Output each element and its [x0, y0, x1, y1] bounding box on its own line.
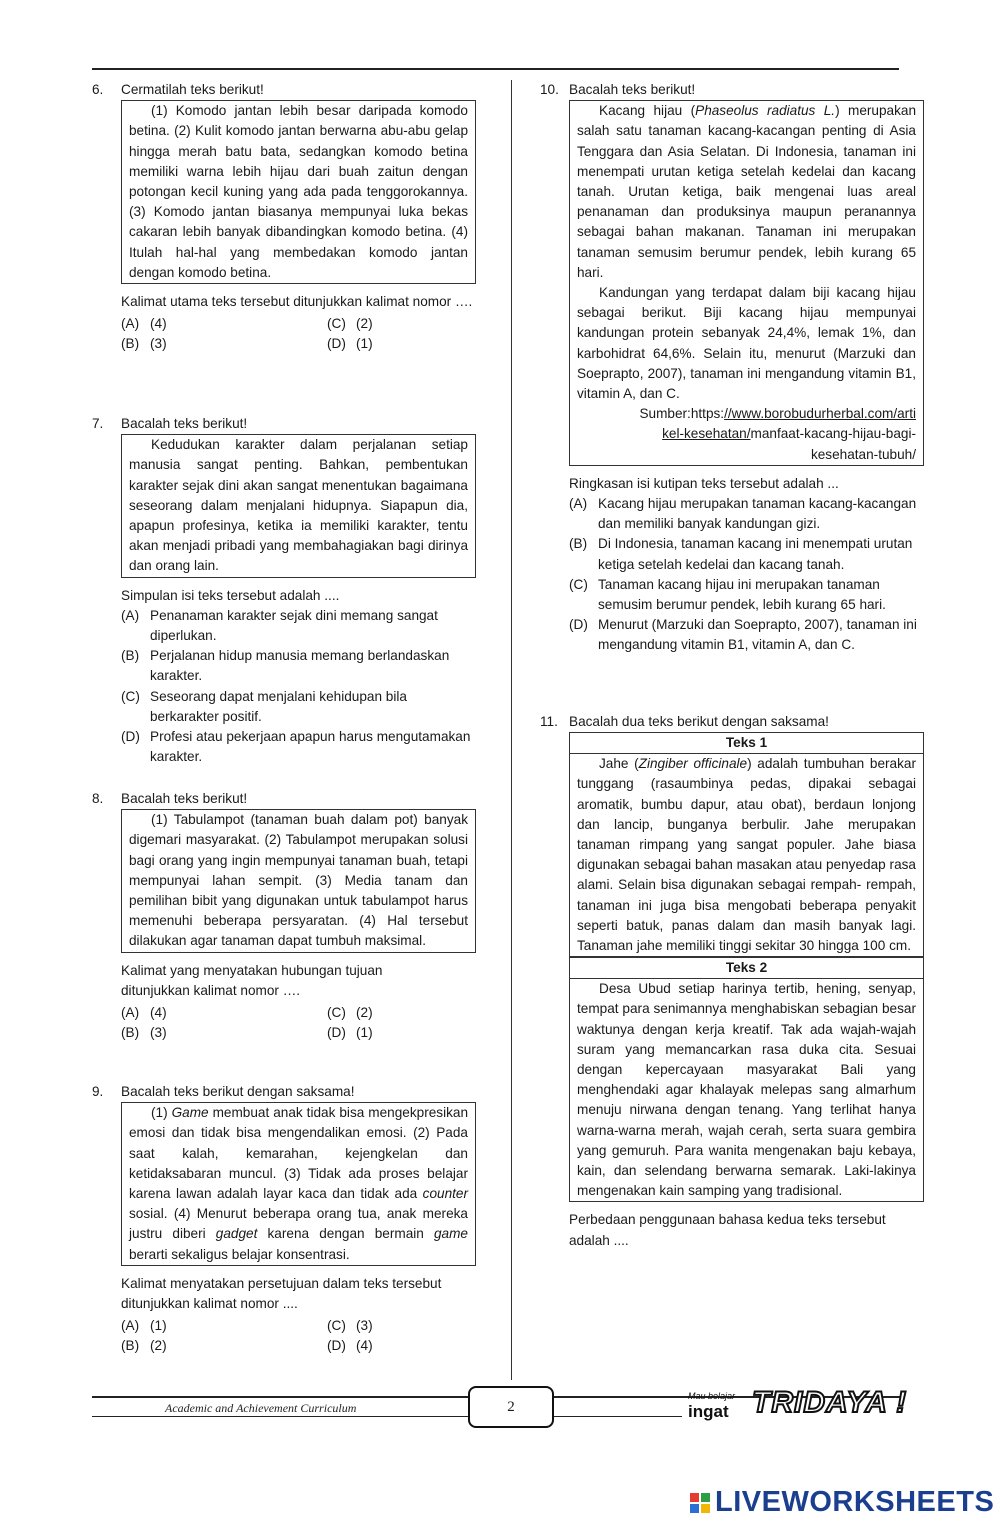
options-grid [121, 1003, 476, 1043]
text-2-title: Teks 2 [569, 957, 924, 978]
text-2-box [569, 978, 924, 1202]
top-rule [92, 68, 899, 70]
liveworksheets-watermark[interactable] [690, 1486, 994, 1519]
question-number: 10. [540, 82, 559, 97]
options-grid [121, 1316, 476, 1356]
passage-box [121, 809, 476, 952]
question-number: 8. [92, 791, 104, 806]
source-citation: Sumber:https://www.borobudurherbal.com/arti kel-kesehatan/manfaat-kacang-hijau-bagi- kesehatan-tubuh/ [639, 406, 916, 462]
footer-rule-left [92, 1416, 468, 1417]
option-a[interactable]: (A) Penanaman karakter sejak dini memang sangat diperlukan. [121, 607, 438, 644]
option-c[interactable]: (C) (2) [327, 1005, 373, 1021]
question-stem: Simpulan isi teks tersebut adalah .... [121, 587, 340, 603]
option-a[interactable]: (A) (4) [121, 1005, 167, 1021]
passage-box [121, 1102, 476, 1266]
options-grid [121, 314, 476, 354]
option-a[interactable]: (A) Kacang hijau merupakan tanaman kacang-kacangan dan memiliki banyak kandungan gizi. [569, 496, 917, 532]
option-b[interactable]: (B) Di Indonesia, tanaman kacang ini menempati urutan ketiga setelah kedelai dan kacang tanah. [569, 536, 913, 572]
text-2-body: Desa Ubud setiap harinya tertib, hening, senyap, tempat para senimannya menghabiskan sebagian besar waktunya dengan kerja kreatif. Tak ada wajah-wajah suram yang memancarkan rasa duka cita. Sesuai dengan kepercayaan masyarakat Bali yang menghendaki agar khalayak melepas sang almarhum menuju nirwana dengan tenang. Yang terlihat hanya warna-warna merah, wajah cerah, serta suara gembira yang gemuruh. Para wanita mengenakan baju kebaya, kain, dan selendang berwarna semarak. Laki-lakinya mengenakan kain samping yang tradisional. [577, 981, 916, 1199]
question-intro: Bacalah teks berikut! [569, 82, 696, 97]
brand-tagline: Mau belajar [688, 1391, 736, 1401]
passage-text: (1) Game membuat anak tidak bisa mengekpresikan emosi dan tidak bisa mengendalikan emosi. (2) Pada saat kalah, kemarahan, kejengkelan dan ketidaksabaran muncul. (3) Tidak ada proses belajar karena lawan adalah layar kaca dan tidak ada counter sosial. (4) Menurut beberapa orang tua, anak mereka justru diberi gadget karena dengan bermain game berarti sekaligus belajar konsentrasi. [129, 1105, 469, 1262]
logo-square-green [701, 1493, 710, 1502]
question-11 [540, 712, 924, 1251]
question-intro: Cermatilah teks berikut! [121, 82, 264, 97]
passage-box [121, 434, 476, 577]
question-10 [540, 80, 924, 656]
logo-square-yellow [701, 1504, 710, 1513]
source-link-2[interactable]: kel-kesehatan/ [662, 426, 751, 442]
logo-square-red [690, 1493, 699, 1502]
curriculum-label: Academic and Achievement Curriculum [165, 1401, 357, 1415]
question-stem: Kalimat yang menyatakan hubungan tujuan ditunjukkan kalimat nomor …. [121, 962, 383, 998]
text-1-box [569, 753, 924, 957]
option-b[interactable]: (B) (3) [121, 336, 167, 352]
question-intro: Bacalah teks berikut dengan saksama! [121, 1084, 355, 1099]
question-9 [92, 1082, 476, 1357]
passage-text: (1) Komodo jantan lebih besar daripada komodo betina. (2) Kulit komodo jantan berwarna abu-abu gelap hingga merah batu bata, sedangkan komodo betina memiliki warna lebih hijau dari buah zaitun dengan potongan kecil kuning yang ada pada tenggorokannya. (3) Komodo jantan biasanya mempunyai luka bekas cakaran lebih banyak dibandingkan komodo betina. (4) Itulah hal-hal yang membedakan komodo jantan dengan komodo betina. [129, 103, 468, 280]
option-d[interactable]: (D) (1) [327, 1025, 373, 1041]
question-7 [92, 414, 476, 767]
option-c[interactable]: (C) (3) [327, 1318, 373, 1334]
source-link[interactable]: //www.borobudurherbal.com/arti [724, 406, 916, 422]
question-number: 9. [92, 1084, 104, 1099]
question-6 [92, 80, 476, 355]
passage-paragraph-2: Kandungan yang terdapat dalam biji kacang hijau sebagai berikut. Biji kacang hijau mempunyai kandungan protein sebanyak 24,4%, lemak 1%, dan karbohidrat 64,6%. Selain itu, menurut (Marzuki dan Soeprapto, 2007), tanaman ini mengandung vitamin B1, vitamin A, dan C. [577, 285, 916, 402]
question-stem: Kalimat utama teks tersebut ditunjukkan kalimat nomor …. [121, 294, 473, 310]
option-c[interactable]: (C) Tanaman kacang hijau ini merupakan tanaman semusim berumur pendek, lebih kurang 65 hari. [569, 576, 886, 613]
liveworksheets-text: LIVEWORKSHEETS [715, 1486, 995, 1518]
option-c[interactable]: (C) Seseorang dapat menjalani kehidupan bila berkarakter positif. [121, 688, 407, 724]
option-b[interactable]: (B) (2) [121, 1338, 167, 1354]
option-a[interactable]: (A) (4) [121, 316, 167, 332]
question-number: 7. [92, 416, 104, 431]
brand-logo-text: TRIDAYA ! [752, 1386, 908, 1419]
question-number: 11. [540, 714, 558, 729]
text-1-title: Teks 1 [569, 732, 924, 753]
options-list [569, 494, 924, 656]
question-stem: Ringkasan isi kutipan teks tersebut adalah ... [569, 475, 839, 491]
option-d[interactable]: (D) (4) [327, 1338, 373, 1354]
question-intro: Bacalah teks berikut! [121, 416, 248, 431]
option-d[interactable]: (D) Profesi atau pekerjaan apapun harus mengutamakan karakter. [121, 729, 471, 765]
passage-text: Kedudukan karakter dalam perjalanan setiap manusia sangat penting. Bahkan, pembentukan karakter sejak dini akan sangat menentukan bagaimana seseorang dalam menjalani hidupnya. Siapapun dia, apapun profesinya, ketika ia memiliki karakter, tentu akan menjadi pribadi yang membahagiakan bagi dirinya dan orang lain. [129, 437, 468, 574]
logo-square-blue [690, 1504, 699, 1513]
question-stem: Perbedaan penggunaan bahasa kedua teks tersebut adalah .... [569, 1212, 886, 1248]
footer-rule-right [552, 1416, 682, 1417]
liveworksheets-logo-icon [690, 1493, 710, 1513]
passage-box [569, 100, 924, 466]
passage-text: (1) Tabulampot (tanaman buah dalam pot) banyak digemari masyarakat. (2) Tabulampot merupakan solusi bagi orang yang ingin mempunyai tanaman buah, tetapi mempunyai lahan sempit. (3) Media tanam dan pemilihan bibit yang digunakan untuk tabulampot harus memenuhi beberapa persyaratan. (4) Hal tersebut dilakukan agar tanaman dapat tumbuh maksimal. [129, 812, 468, 949]
options-list [121, 606, 476, 768]
column-divider [511, 80, 512, 1380]
option-a[interactable]: (A) (1) [121, 1318, 167, 1334]
option-b[interactable]: (B) (3) [121, 1025, 167, 1041]
passage-paragraph-1: Kacang hijau (Phaseolus radiatus L.) merupakan salah satu tanaman kacang-kacangan penting di Asia Tenggara dan Asia Selatan. Di Indonesia, tanaman ini menempati urutan ketiga setelah kedelai dan kacang tanah. Urutan ketiga, baik mengenai luas areal penanaman dan produksinya maupun peranannya sebagai bahan makanan. Tanaman ini merupakan tanaman semusim berumur pendek, lebih kurang 65 hari. [577, 103, 916, 280]
question-8 [92, 789, 476, 1043]
question-stem: Kalimat menyatakan persetujuan dalam teks tersebut ditunjukkan kalimat nomor .... [121, 1275, 442, 1312]
option-d[interactable]: (D) (1) [327, 336, 373, 352]
brand-ingat: ingat [688, 1402, 729, 1421]
passage-box [121, 100, 476, 284]
question-number: 6. [92, 82, 104, 97]
question-intro: Bacalah teks berikut! [121, 791, 248, 806]
text-1-body: Jahe (Zingiber officinale) adalah tumbuhan berakar tunggang (rasaumbinya pedas, dipakai sebagai aromatik, bumbu dapur, atau obat), berdaun lonjong dan lancip, bunganya berbulir. Jahe merupakan tanaman rimpang yang sangat populer. Jahe biasa digunakan sebagai bahan masakan atau penyedap rasa alami. Selain bisa digunakan sebagai rempah- rempah, tanaman ini juga bisa mengobati beberapa penyakit seperti batuk, panas dalam dan masih banyak lagi. Tanaman jahe memiliki tinggi sekitar 30 hingga 100 cm. [577, 756, 917, 954]
option-d[interactable]: (D) Menurut (Marzuki dan Soeprapto, 2007), tanaman ini mengandung vitamin B1, vitamin A, dan C. [569, 617, 917, 653]
question-intro: Bacalah dua teks berikut dengan saksama! [569, 714, 829, 729]
option-c[interactable]: (C) (2) [327, 316, 373, 332]
option-b[interactable]: (B) Perjalanan hidup manusia memang berlandaskan karakter. [121, 648, 450, 684]
page-number: 2 [468, 1386, 554, 1428]
